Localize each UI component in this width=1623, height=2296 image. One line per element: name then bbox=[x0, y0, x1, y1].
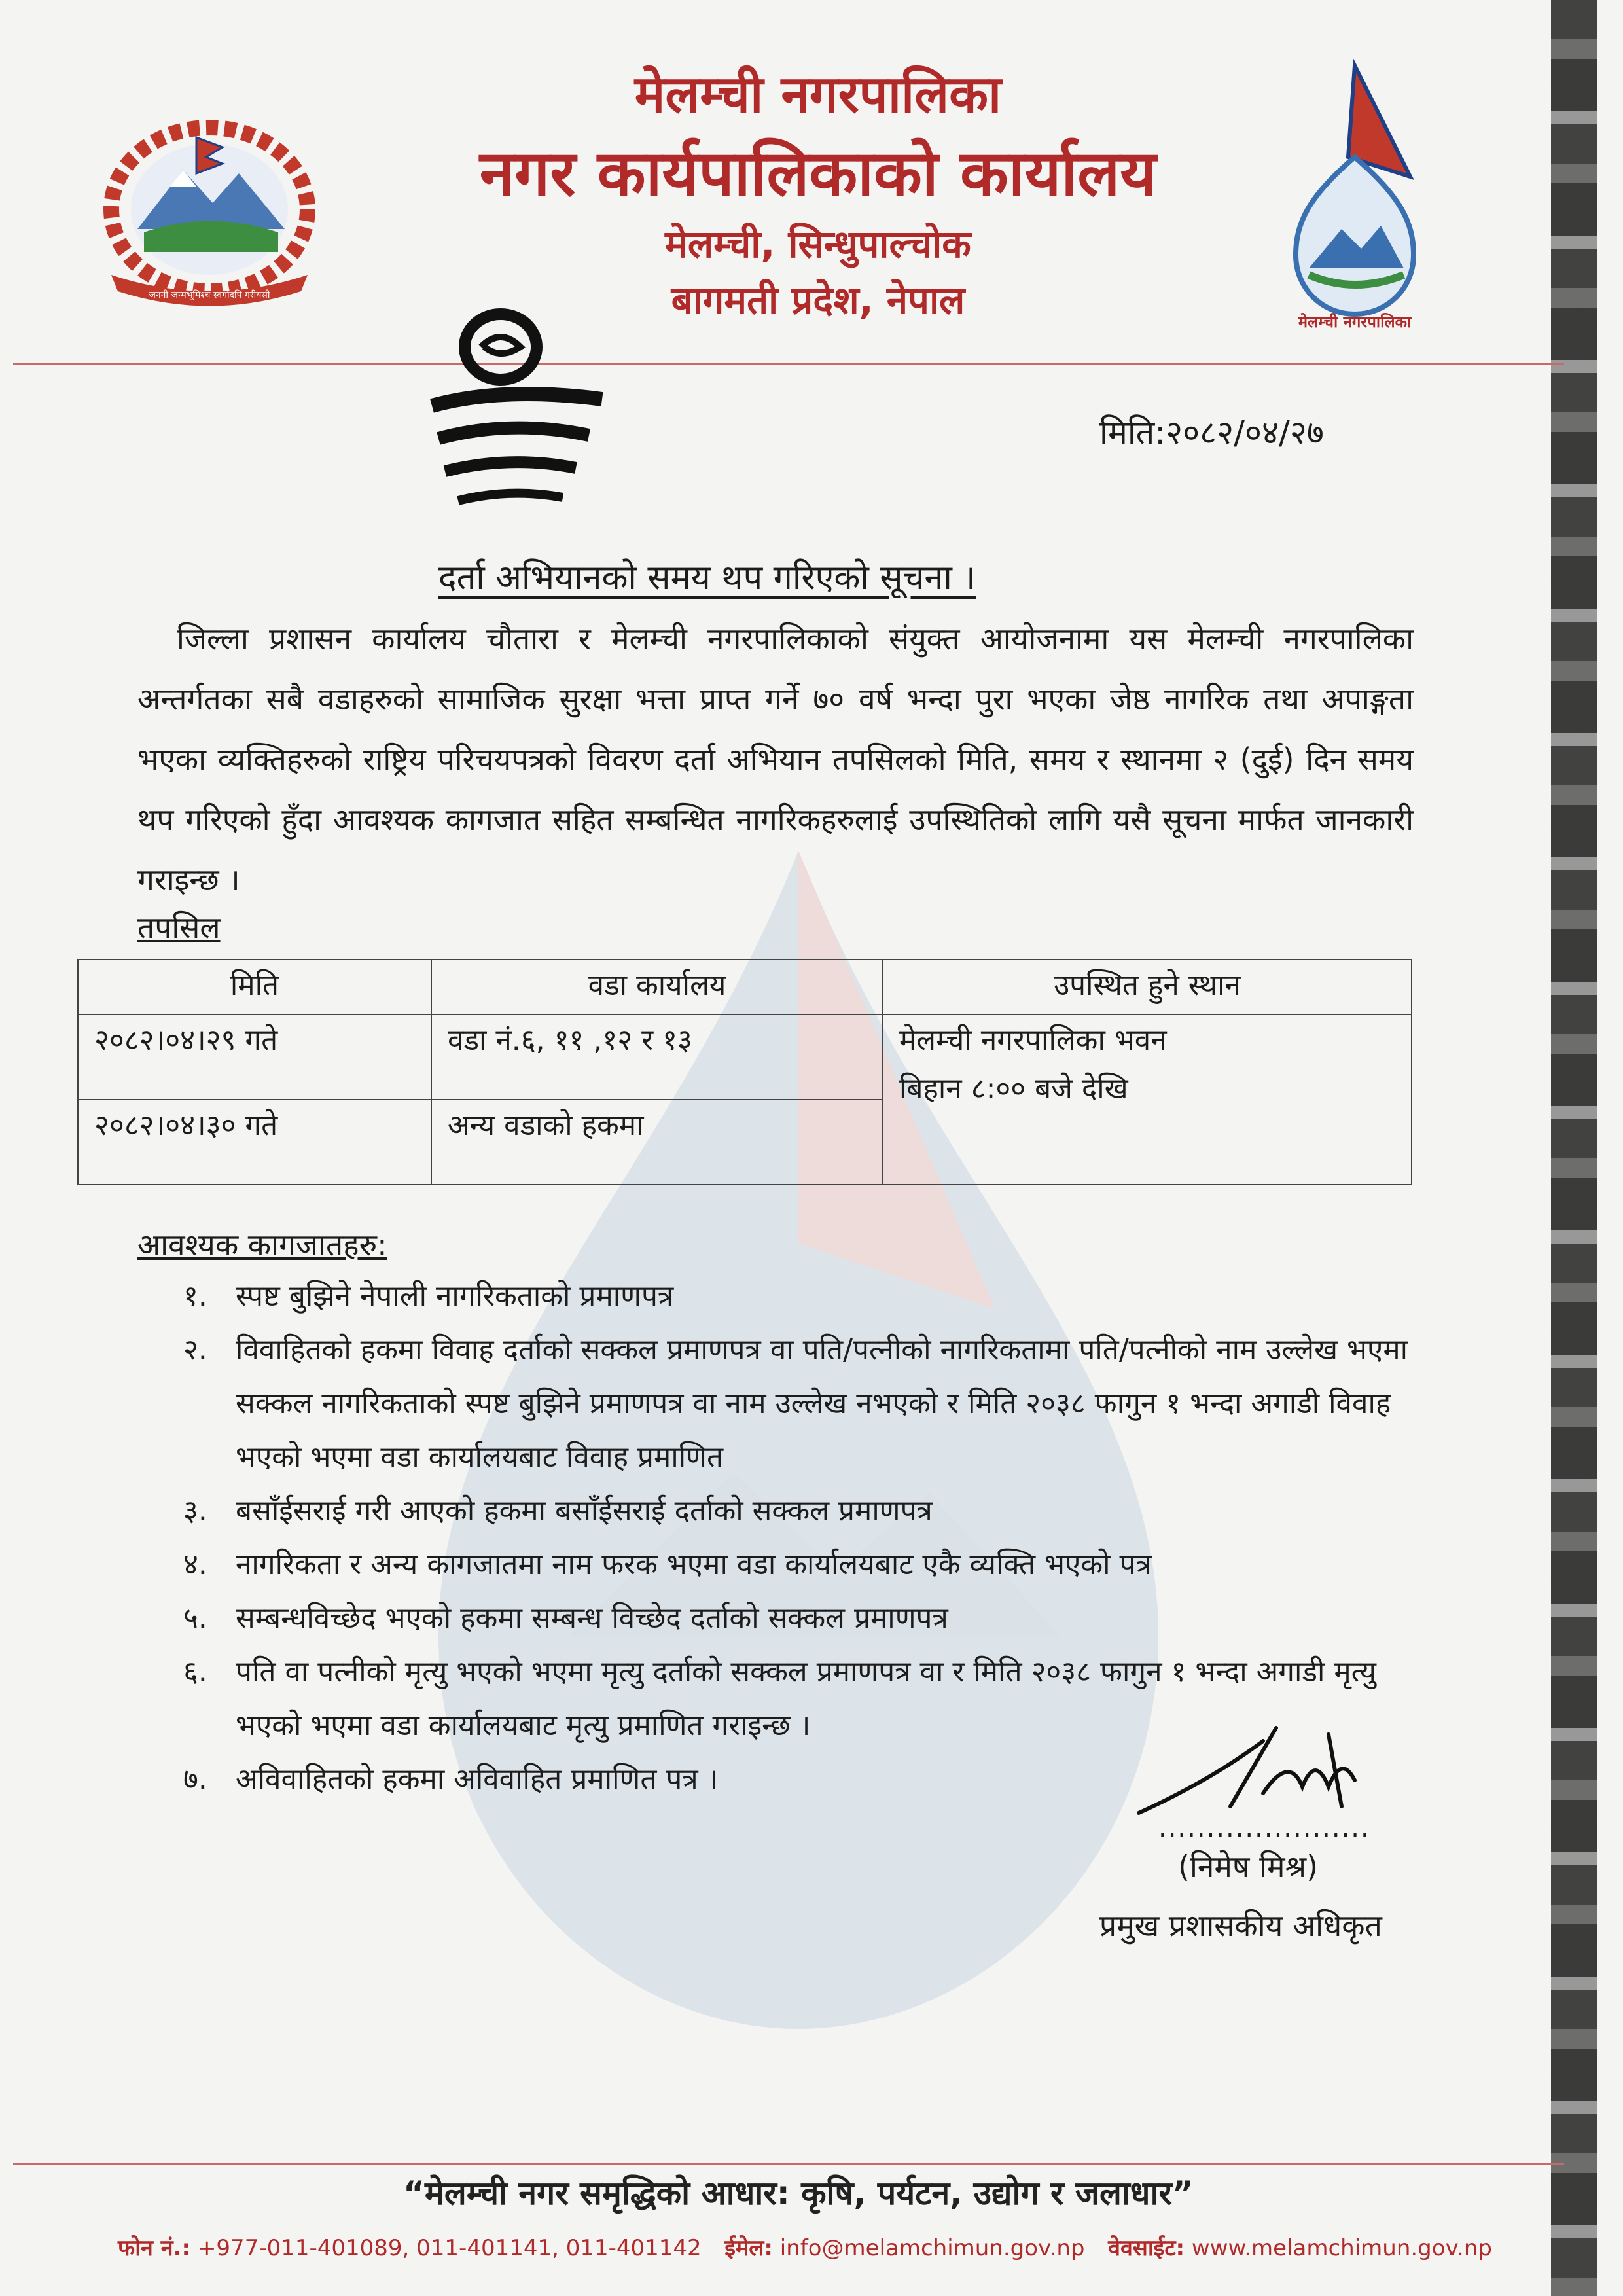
footer-slogan: “मेलम्ची नगर समृद्धिको आधार: कृषि, पर्यटन, उद्योग र जलाधार” bbox=[403, 2174, 1194, 2212]
office-name: नगर कार्यपालिकाको कार्यालय bbox=[479, 137, 1157, 210]
venue-cell bbox=[883, 1014, 1412, 1185]
item-number: ७. bbox=[183, 1763, 207, 1796]
item-text: सम्बन्धविच्छेद भएको हकमा सम्बन्ध विच्छेद दर्ताको सक्कल प्रमाणपत्र bbox=[236, 1602, 948, 1635]
handwritten-signature-icon bbox=[1132, 1715, 1381, 1826]
item-text: अविवाहितको हकमा अविवाहित प्रमाणित पत्र । bbox=[236, 1763, 719, 1796]
signature-line: ...................... bbox=[1158, 1813, 1370, 1843]
column-header-venue: उपस्थित हुने स्थान bbox=[883, 960, 1412, 1014]
address-line-1: मेलम्ची, सिन्धुपाल्चोक bbox=[665, 222, 971, 266]
item-number: ४. bbox=[183, 1548, 207, 1581]
email-block bbox=[724, 2232, 1084, 2262]
municipality-logo-icon bbox=[1270, 59, 1440, 334]
website-label: वेवसाईट: bbox=[1108, 2235, 1185, 2261]
header-divider bbox=[13, 363, 1564, 365]
phone-block bbox=[118, 2232, 702, 2262]
row-ward: अन्य वडाको हकमा bbox=[431, 1100, 883, 1185]
letter-date: मिति:२०८२/०४/२७ bbox=[1099, 414, 1324, 452]
venue-time: बिहान ८:०० बजे देखि bbox=[899, 1072, 1128, 1105]
signatory-role: प्रमुख प्रशासकीय अधिकृत bbox=[1099, 1908, 1382, 1943]
row-date: २०८२।०४।२९ गते bbox=[78, 1014, 431, 1100]
municipality-name: मेलम्ची नगरपालिका bbox=[634, 65, 1002, 124]
list-item bbox=[183, 1538, 1420, 1592]
item-number: २. bbox=[183, 1333, 207, 1367]
letterhead bbox=[327, 59, 1309, 329]
column-header-date: मिति bbox=[78, 960, 431, 1014]
website-block bbox=[1108, 2232, 1492, 2262]
item-number: ३. bbox=[183, 1494, 207, 1528]
item-text: विवाहितको हकमा विवाह दर्ताको सक्कल प्रमाणपत्र वा पति/पत्नीको नागरिकतामा पति/पत्नीको नाम उल्लेख भएमा सक्कल नागरिकताको स्पष्ट बुझिने प्रमाणपत्र वा नाम उल्लेख नभएको र मिति २०३८ फागुन १ भन्दा अगाडी विवाह भएको भएमा वडा कार्यालयबाट विवाह प्रमाणित bbox=[236, 1333, 1408, 1474]
venue-name: मेलम्ची नगरपालिका भवन bbox=[899, 1024, 1167, 1057]
notice-body: जिल्ला प्रशासन कार्यालय चौतारा र मेलम्ची नगरपालिकाको संयुक्त आयोजनामा यस मेलम्ची नगरपालिका अन्तर्गतका सबै वडाहरुको सामाजिक सुरक्षा भत्ता प्राप्त गर्ने ७० वर्ष भन्दा पुरा भएका जेष्ठ नागरिक तथा अपाङ्गता भएका व्यक्तिहरुको राष्ट्रिय परिचयपत्रको विवरण दर्ता अभियान तपसिलको मिति, समय र स्थानमा २ (दुई) दिन समय थप गरिएको हुँदा आवश्यक कागजात सहित सम्बन्धित नागरिकहरुलाई उपस्थितिको लागि यसै सूचना मार्फत जानकारी गराइन्छ । bbox=[137, 621, 1414, 897]
office-stamp-icon bbox=[393, 308, 628, 517]
item-text: बसाँईसराई गरी आएको हकमा बसाँईसराई दर्ताको सक्कल प्रमाणपत्र bbox=[236, 1494, 933, 1528]
scan-edge-artifact bbox=[1551, 0, 1597, 2296]
item-text: नागरिकता र अन्य कागजातमा नाम फरक भएमा वडा कार्यालयबाट एकै व्यक्ति भएको पत्र bbox=[236, 1548, 1152, 1581]
email-label: ईमेल: bbox=[724, 2235, 773, 2261]
logo-caption: मेलम्ची नगरपालिका bbox=[1298, 313, 1412, 331]
documents-heading: आवश्यक कागजातहरु: bbox=[137, 1227, 387, 1263]
email-link[interactable]: info@melamchimun.gov.np bbox=[779, 2235, 1085, 2261]
row-ward: वडा नं.६, ११ ,१२ र १३ bbox=[431, 1014, 883, 1100]
footer-contact bbox=[118, 2232, 1492, 2262]
list-item bbox=[183, 1484, 1420, 1538]
website-link[interactable]: www.melamchimun.gov.np bbox=[1191, 2235, 1492, 2261]
item-number: ६. bbox=[183, 1655, 207, 1689]
list-item bbox=[183, 1592, 1420, 1645]
row-date: २०८२।०४।३० गते bbox=[78, 1100, 431, 1185]
schedule-table bbox=[77, 959, 1412, 1185]
footer-divider bbox=[13, 2163, 1564, 2165]
schedule-heading: तपसिल bbox=[137, 910, 221, 945]
address-line-2: बागमती प्रदेश, नेपाल bbox=[671, 278, 965, 323]
list-item bbox=[183, 1323, 1420, 1484]
item-number: ५. bbox=[183, 1602, 207, 1635]
item-text: स्पष्ट बुझिने नेपाली नागरिकताको प्रमाणपत्र bbox=[236, 1280, 674, 1313]
item-text: पति वा पत्नीको मृत्यु भएको भएमा मृत्यु दर्ताको सक्कल प्रमाणपत्र वा र मिति २०३८ फागुन १ भन्दा अगाडी मृत्यु भएको भएमा वडा कार्यालयबाट मृत्यु प्रमाणित गराइन्छ । bbox=[236, 1655, 1376, 1742]
table-row bbox=[78, 1014, 1412, 1100]
emblem-motto: जननी जन्मभूमिश्च स्वर्गादपि गरीयसी bbox=[149, 290, 270, 300]
column-header-ward: वडा कार्यालय bbox=[431, 960, 883, 1014]
list-item bbox=[183, 1270, 1420, 1323]
phone-label: फोन नं.: bbox=[118, 2235, 191, 2261]
notice-title: दर्ता अभियानको समय थप गरिएको सूचना । bbox=[438, 558, 976, 598]
signatory-name: (निमेष मिश्र) bbox=[1178, 1849, 1319, 1884]
table-header-row bbox=[78, 960, 1412, 1014]
nepal-emblem-icon bbox=[92, 111, 327, 308]
item-number: १. bbox=[183, 1280, 207, 1313]
phone-numbers: +977-011-401089, 011-401141, 011-401142 bbox=[197, 2235, 702, 2261]
